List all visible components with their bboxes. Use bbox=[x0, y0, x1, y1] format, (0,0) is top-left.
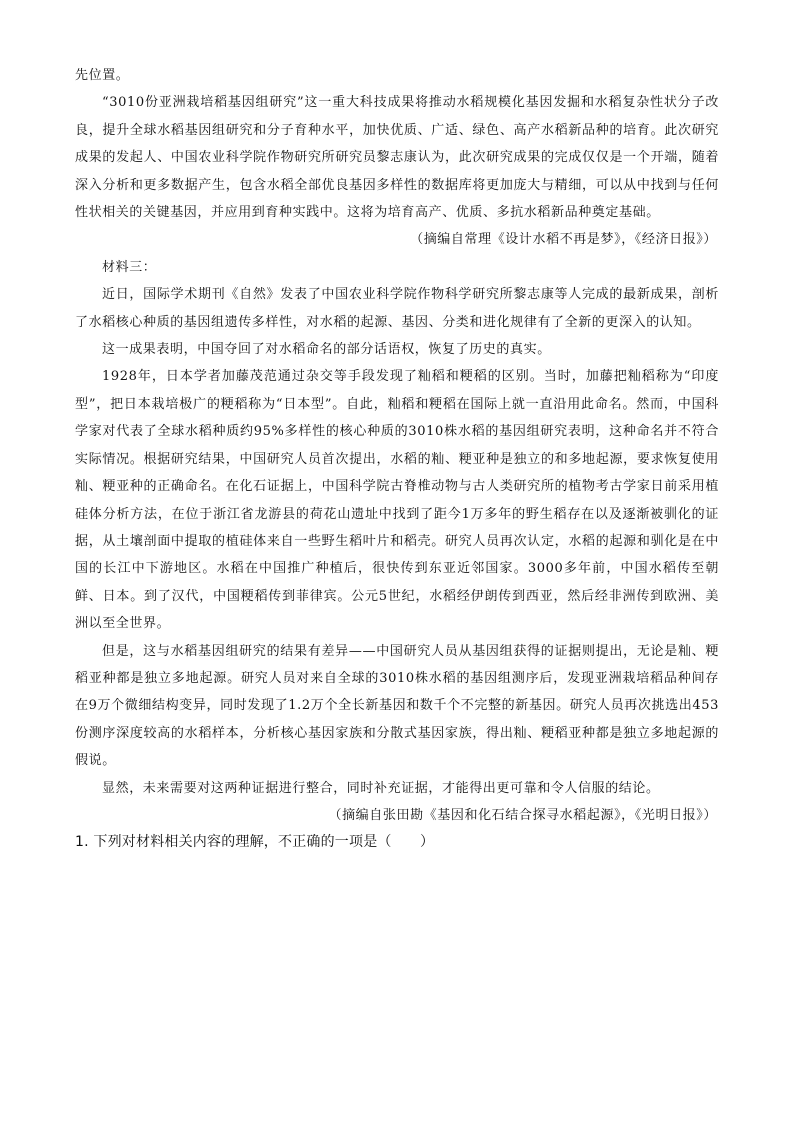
paragraph-genome-difference: 但是，这与水稻基因组研究的结果有差异——中国研究人员从基因组获得的证据则提出，无论是籼、粳稻亚种都是独立多地起源。研究人员对来自全球的3010株水稻的基因组测序后，发现亚洲栽培稻品种间存在9万个微细结构变异，同时发现了1.2万个全长新基因和数千个不完整的新基因。研究人员再次挑选出453份测序深度较高的水稻样本，分析核心基因家族和分散式基因家族，得出籼、粳稻亚种都是独立多地起源的假说。 bbox=[75, 643, 719, 769]
paragraph-conclusion: 显然，未来需要对这两种证据进行整合，同时补充证据，才能得出更可靠和令人信服的结论。 bbox=[102, 780, 660, 796]
question-1: 1. 下列对材料相关内容的理解，不正确的一项是（ ） bbox=[75, 834, 435, 851]
paragraph-nature-publication: 近日，国际学术期刊《自然》发表了中国农业科学院作物科学研究所黎志康等人完成的最新成果，剖析了水稻核心种质的基因组遗传多样性，对水稻的起源、基因、分类和进化规律有了全新的更深入的认知。 bbox=[75, 287, 719, 330]
paragraph-rice-genome-research: “3010份亚洲栽培稻基因组研究”这一重大科技成果将推动水稻规模化基因发掘和水稻复杂性状分子改良，提升全球水稻基因组研究和分子育种水平，加快优质、广适、绿色、高产水稻新品种的培育。此次研究成果的发起人、中国农业科学院作物研究所研究员黎志康认为，此次研究成果的完成仅仅是一个开端，随着深入分析和更多数据产生，包含水稻全部优良基因多样性的数据库将更加庞大与精细，可以从中找到与任何性状相关的关键基因，并应用到育种实践中。这将为培育高产、优质、多抗水稻新品种奠定基础。 bbox=[75, 95, 719, 221]
document-body bbox=[75, 62, 719, 856]
material-three-heading: 材料三： bbox=[102, 259, 157, 275]
source-citation-1: （摘编自常理《设计水稻不再是梦》，《经济日报》） bbox=[410, 232, 717, 248]
source-citation-2: （摘编自张田勘《基因和化石结合探寻水稻起源》，《光明日报》） bbox=[328, 807, 717, 823]
paragraph-naming-rights: 这一成果表明，中国夺回了对水稻命名的部分话语权，恢复了历史的真实。 bbox=[102, 342, 551, 358]
paragraph-continuation: 先位置。 bbox=[75, 68, 130, 83]
paragraph-history-1928: 1928年，日本学者加藤茂范通过杂交等手段发现了籼稻和粳稻的区别。当时，加藤把籼稻称为“印度型”，把日本栽培极广的粳稻称为“日本型”。自此，籼稻和粳稻在国际上就一直沿用此命名。然而，中国科学家对代表了全球水稻种质约95%多样性的核心种质的3010株水稻的基因组研究表明，这种命名并不符合实际情况。根据研究结果，中国研究人员首次提出，水稻的籼、粳亚种是独立的和多地起源，要求恢复使用籼、粳亚种的正确命名。在化石证据上，中国科学院古脊椎动物与古人类研究所的植物考古学家日前采用植硅体分析方法，在位于浙江省龙游县的荷花山遗址中找到了距今1万多年的野生稻存在以及逐渐被驯化的证据，从土壤剖面中提取的植硅体来自一些野生稻叶片和稻壳。研究人员再次认定，水稻的起源和驯化是在中国的长江中下游地区。水稻在中国推广种植后，很快传到东亚近邻国家。3000多年前，中国水稻传至朝鲜、日本。到了汉代，中国粳稻传到菲律宾。公元5世纪，水稻经伊朗传到西亚，然后经非洲传到欧洲、美洲以至全世界。 bbox=[75, 369, 719, 632]
